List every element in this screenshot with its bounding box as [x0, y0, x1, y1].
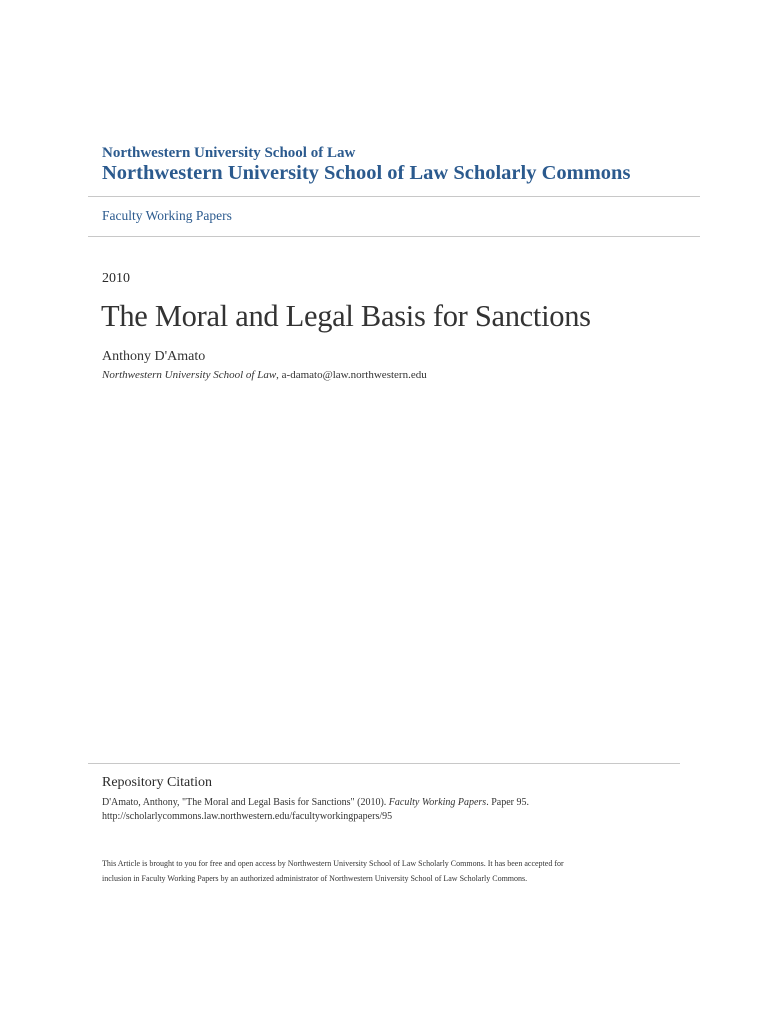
institution-repository-link[interactable]: Northwestern University School of Law Scholarly Commons [102, 162, 631, 184]
article-title: The Moral and Legal Basis for Sanctions [101, 299, 591, 333]
citation-part-1: D'Amato, Anthony, "The Moral and Legal Basis for Sanctions" (2010). [102, 797, 389, 808]
citation-text [102, 796, 529, 810]
citation-part-2: . Paper 95. [486, 797, 529, 808]
divider-middle [88, 236, 700, 237]
divider-bottom [88, 763, 680, 764]
institution-link-small[interactable]: Northwestern University School of Law [102, 145, 356, 161]
publication-year: 2010 [102, 271, 130, 286]
affiliation-separator: , [276, 369, 282, 381]
citation-url[interactable]: http://scholarlycommons.law.northwestern.edu/facultyworkingpapers/95 [102, 811, 393, 822]
divider-top [88, 196, 700, 197]
author-name: Anthony D'Amato [102, 349, 206, 364]
author-affiliation [102, 368, 427, 383]
citation-journal: Faculty Working Papers [388, 797, 487, 808]
repository-citation-heading: Repository Citation [102, 775, 213, 790]
series-link[interactable]: Faculty Working Papers [102, 208, 232, 223]
notice-line-1: This Article is brought to you for free and open access by Northwestern University School of Law Scholarly Commons. It has been accepted for [102, 859, 564, 868]
author-email[interactable]: a-damato@law.northwestern.edu [281, 369, 427, 381]
access-notice [102, 856, 662, 886]
affiliation-institution: Northwestern University School of Law [102, 369, 277, 381]
notice-line-2: inclusion in Faculty Working Papers by an authorized administrator of Northwestern University School of Law Scholarly Commons. [102, 874, 528, 883]
